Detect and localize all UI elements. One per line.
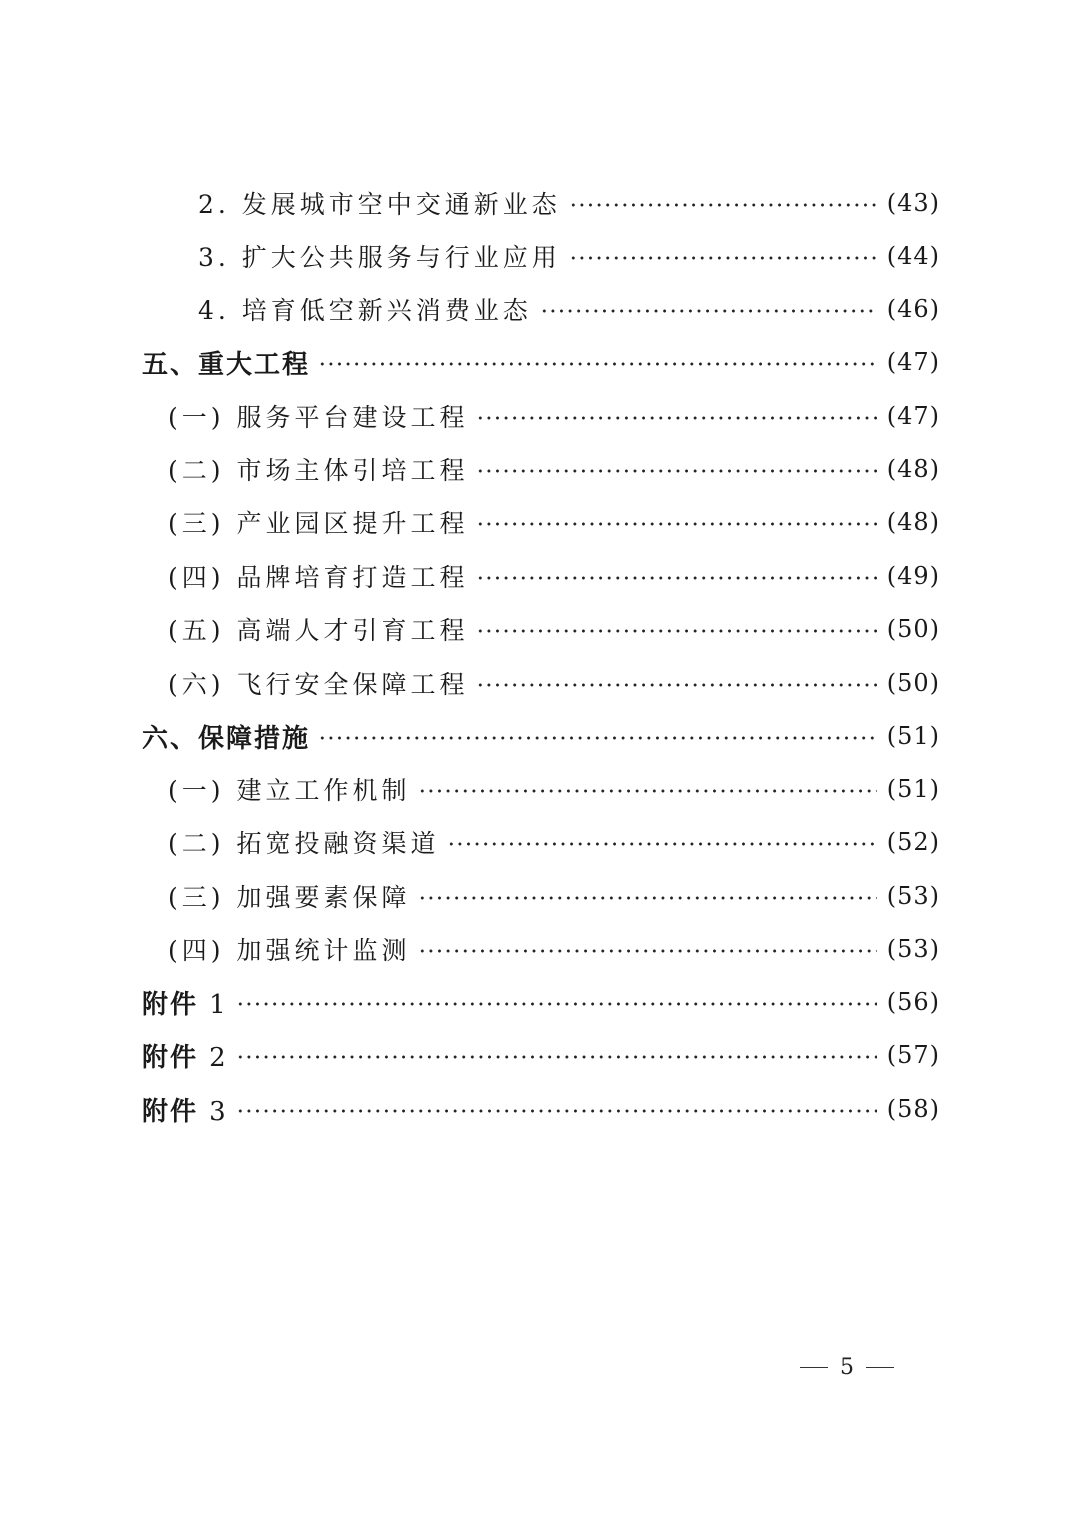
dot-leader (569, 256, 877, 260)
dot-leader (236, 1109, 877, 1113)
appendix-label: 附件 (142, 1042, 199, 1073)
toc-entry-label: (三) 产业园区提升工程 (168, 509, 469, 538)
toc-entry-page: (49) (886, 562, 940, 590)
footer-dash-right (866, 1367, 894, 1369)
dot-leader (476, 416, 876, 420)
toc-entry-page: (53) (886, 882, 940, 910)
toc-entry-page: (48) (886, 508, 940, 536)
toc-entry[interactable] (0, 236, 940, 276)
dot-leader (476, 683, 876, 687)
toc-entry-page: (50) (886, 615, 940, 643)
page-number: 5 (840, 1355, 854, 1380)
toc-appendix-entry[interactable] (0, 1089, 940, 1129)
toc-entry[interactable] (0, 929, 940, 969)
footer-dash-left (800, 1367, 828, 1369)
appendix-number: 3 (209, 1096, 228, 1127)
toc-entry-page: (47) (886, 348, 940, 376)
toc-entry-page: (58) (886, 1095, 940, 1123)
dot-leader (318, 736, 877, 740)
toc-appendix-entry[interactable] (0, 1035, 940, 1075)
toc-entry-page: (51) (886, 775, 940, 803)
toc-entry[interactable] (0, 769, 940, 809)
toc-entry-label: 五、重大工程 (142, 349, 311, 380)
toc-entry-label: (六) 飞行安全保障工程 (168, 670, 469, 699)
dot-leader (418, 789, 876, 793)
toc-entry-page: (44) (886, 242, 940, 270)
appendix-number: 2 (209, 1042, 228, 1073)
toc-section-heading[interactable] (0, 716, 940, 756)
toc-entry[interactable] (0, 822, 940, 862)
dot-leader (418, 896, 876, 900)
dot-leader (476, 522, 876, 526)
toc-entry-label: (四) 加强统计监测 (168, 936, 411, 965)
dot-leader (476, 629, 876, 633)
dot-leader (418, 949, 876, 953)
toc-entry[interactable] (0, 663, 940, 703)
appendix-number: 1 (209, 989, 228, 1020)
toc-entry-label: (二) 市场主体引培工程 (168, 456, 469, 485)
toc-entry-label: 3. 扩大公共服务与行业应用 (198, 243, 561, 272)
toc-entry-page: (56) (886, 988, 940, 1016)
appendix-label: 附件 (142, 1096, 199, 1127)
dot-leader (447, 842, 876, 846)
toc-entry-label: (四) 品牌培育打造工程 (168, 563, 469, 592)
toc-entry[interactable] (0, 556, 940, 596)
toc-entry[interactable] (0, 449, 940, 489)
toc-appendix-entry[interactable] (0, 982, 940, 1022)
toc-entry-label: 2. 发展城市空中交通新业态 (198, 190, 561, 219)
dot-leader (476, 469, 876, 473)
toc-entry-page: (43) (886, 189, 940, 217)
toc-entry-page: (50) (886, 669, 940, 697)
dot-leader (318, 362, 877, 366)
appendix-label: 附件 (142, 989, 199, 1020)
dot-leader (476, 576, 876, 580)
toc-entry-label (142, 1037, 228, 1074)
toc-entry-label (142, 1091, 228, 1128)
toc-entry[interactable] (0, 289, 940, 329)
toc-entry-label: 六、保障措施 (142, 723, 311, 754)
toc-entry-label: (五) 高端人才引育工程 (168, 616, 469, 645)
toc-entry[interactable] (0, 183, 940, 223)
toc-entry-label: (一) 建立工作机制 (168, 776, 411, 805)
toc-entry[interactable] (0, 876, 940, 916)
toc-entry-label: (一) 服务平台建设工程 (168, 403, 469, 432)
toc-section-heading[interactable] (0, 342, 940, 382)
toc-entry-label: (三) 加强要素保障 (168, 883, 411, 912)
toc-entry[interactable] (0, 609, 940, 649)
toc-entry[interactable] (0, 502, 940, 542)
page-footer (800, 1355, 940, 1380)
toc-entry-page: (53) (886, 935, 940, 963)
dot-leader (540, 309, 877, 313)
toc-entry[interactable] (0, 396, 940, 436)
toc-entry-label (142, 984, 228, 1021)
toc-entry-page: (52) (886, 828, 940, 856)
toc-entry-label: 4. 培育低空新兴消费业态 (198, 296, 532, 325)
toc-entry-label: (二) 拓宽投融资渠道 (168, 829, 440, 858)
toc-entry-page: (48) (886, 455, 940, 483)
toc-entry-page: (51) (886, 722, 940, 750)
toc-entry-page: (57) (886, 1041, 940, 1069)
dot-leader (569, 203, 877, 207)
dot-leader (236, 1002, 877, 1006)
toc-entry-page: (47) (886, 402, 940, 430)
toc-entry-page: (46) (886, 295, 940, 323)
dot-leader (236, 1055, 877, 1059)
